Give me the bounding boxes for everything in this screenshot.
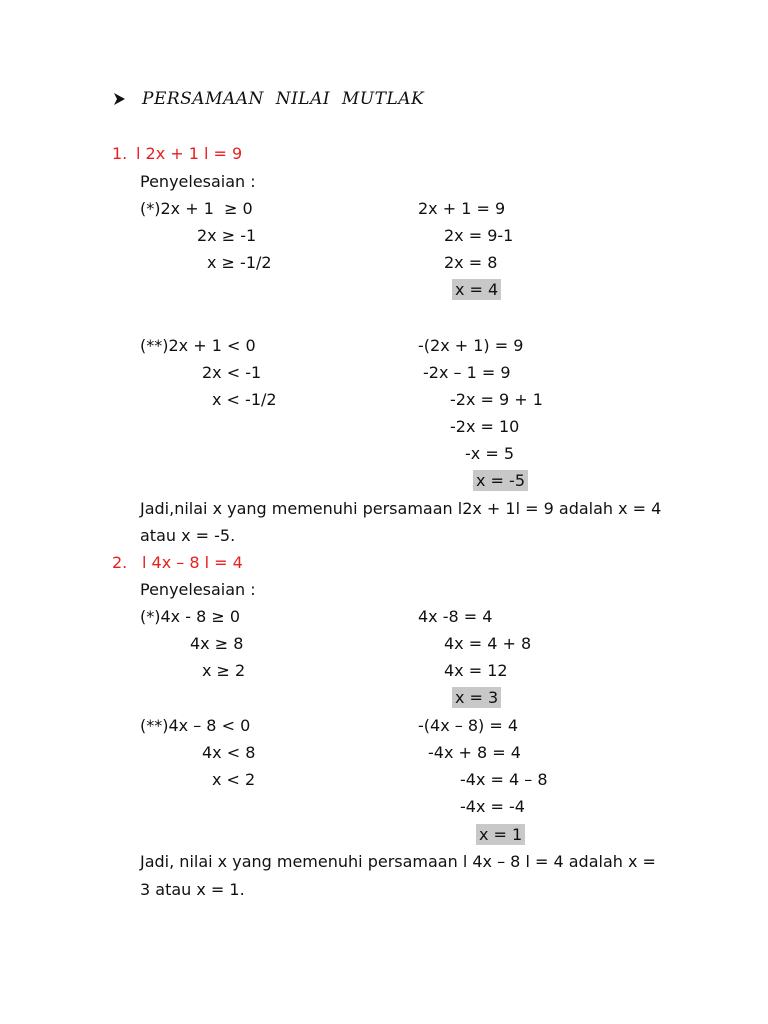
problem-1-case1-left-line: 2x ≥ -1 xyxy=(197,226,257,245)
problem-2-case2-right-line: -4x = 4 – 8 xyxy=(460,770,548,789)
problem-2-case1-right-line: 4x -8 = 4 xyxy=(418,607,493,626)
problem-2-case1-left-line: 4x ≥ 8 xyxy=(190,634,244,653)
section-title: PERSAMAAN NILAI MUTLAK xyxy=(142,89,425,109)
problem-2-case1-right-line: 4x = 12 xyxy=(444,661,508,680)
problem-2-case2-right-line: -(4x – 8) = 4 xyxy=(418,716,519,735)
problem-1-number: 1. xyxy=(112,144,128,163)
result-highlight: x = -5 xyxy=(473,470,528,491)
problem-2-case1-left-line: x ≥ 2 xyxy=(202,661,246,680)
problem-2-case1-right-line: 4x = 4 + 8 xyxy=(444,634,532,653)
problem-1-case1-left-line: (*)2x + 1 ≥ 0 xyxy=(140,199,253,218)
section-heading xyxy=(112,88,424,110)
problem-2-case2-left-line: (**)4x – 8 < 0 xyxy=(140,716,251,735)
problem-1-solution-label: Penyelesaian : xyxy=(140,172,256,191)
problem-2-case2-result xyxy=(476,824,525,846)
problem-2-case2-right-line: -4x = -4 xyxy=(460,797,525,816)
problem-2-case2-right-line: -4x + 8 = 4 xyxy=(428,743,521,762)
problem-1-case2-left-line: (**)2x + 1 < 0 xyxy=(140,336,256,355)
problem-2-case2-left-line: x < 2 xyxy=(212,770,256,789)
problem-1-case2-result xyxy=(473,470,528,492)
problem-2-solution-label: Penyelesaian : xyxy=(140,580,256,599)
problem-2-case2-left-line: 4x < 8 xyxy=(202,743,256,762)
problem-2-number: 2. xyxy=(112,553,128,572)
problem-1-case2-right-line: -2x – 1 = 9 xyxy=(423,363,511,382)
result-highlight: x = 4 xyxy=(452,279,501,300)
problem-1-case2-right-line: -(2x + 1) = 9 xyxy=(418,336,524,355)
problem-1-equation: l 2x + 1 l = 9 xyxy=(136,144,243,163)
problem-1-case2-right-line: -x = 5 xyxy=(465,444,514,463)
result-highlight: x = 3 xyxy=(452,687,501,708)
problem-1-case2-left-line: 2x < -1 xyxy=(202,363,262,382)
problem-1-case2-right-line: -2x = 9 + 1 xyxy=(450,390,543,409)
problem-1-case1-left-line: x ≥ -1/2 xyxy=(207,253,272,272)
problem-1-case1-right-line: 2x = 9-1 xyxy=(444,226,514,245)
problem-1-case1-right-line: 2x = 8 xyxy=(444,253,498,272)
problem-2-case1-result xyxy=(452,687,501,709)
problem-1-case2-right-line: -2x = 10 xyxy=(450,417,520,436)
problem-2-conclusion-line: Jadi, nilai x yang memenuhi persamaan l 4x – 8 l = 4 adalah x = xyxy=(140,852,656,871)
problem-1-conclusion-line: Jadi,nilai x yang memenuhi persamaan l2x + 1l = 9 adalah x = 4 xyxy=(140,499,662,518)
arrow-right-icon xyxy=(112,92,126,106)
problem-1-case1-result xyxy=(452,279,501,301)
result-highlight: x = 1 xyxy=(476,824,525,845)
problem-1-case2-left-line: x < -1∕2 xyxy=(212,390,277,409)
problem-2-conclusion-line: 3 atau x = 1. xyxy=(140,880,245,899)
problem-2-case1-left-line: (*)4x - 8 ≥ 0 xyxy=(140,607,241,626)
problem-2-equation: l 4x – 8 l = 4 xyxy=(142,553,243,572)
problem-1-case1-right-line: 2x + 1 = 9 xyxy=(418,199,506,218)
problem-1-conclusion-line: atau x = -5. xyxy=(140,526,236,545)
